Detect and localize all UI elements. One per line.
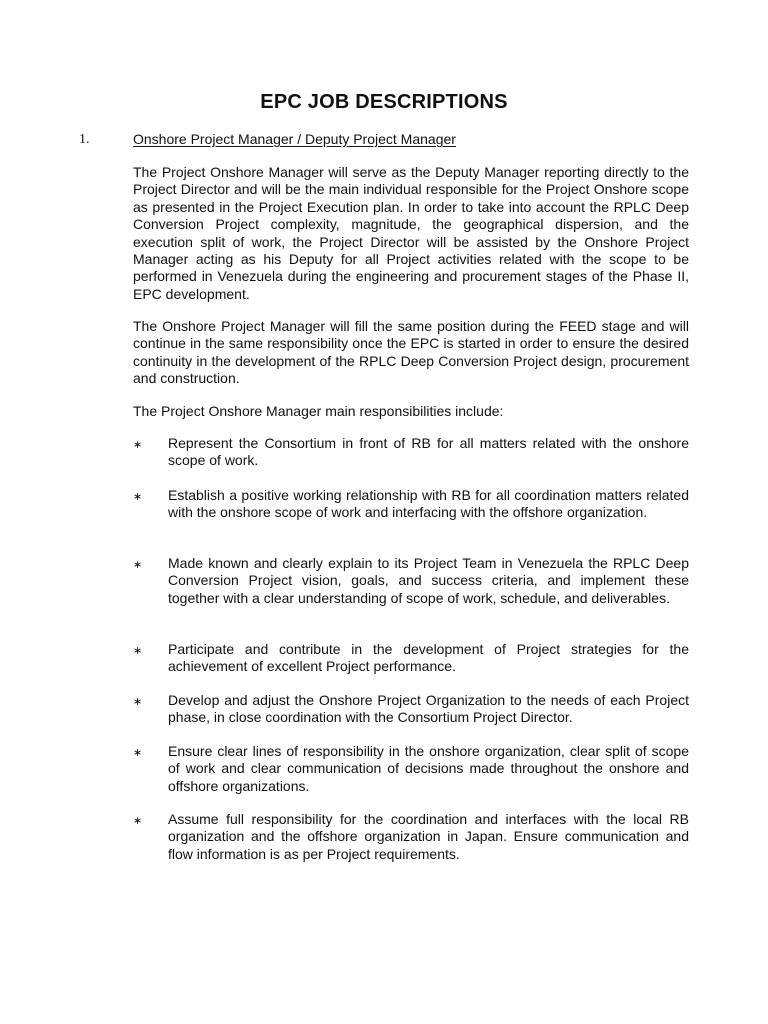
bullet-asterisk-icon: ∗: [133, 695, 143, 708]
bullet-asterisk-icon: ∗: [133, 644, 143, 657]
bullet-asterisk-icon: ∗: [133, 558, 143, 571]
bullet-asterisk-icon: ∗: [133, 438, 143, 451]
section-heading: Onshore Project Manager / Deputy Project Manager: [133, 131, 456, 147]
bullet-text: Made known and clearly explain to its Project Team in Venezuela the RPLC Deep Conversion Project vision, goals, and success criteria, and implement these together with a clear understanding of scope of work, schedule, and deliverables.: [168, 555, 689, 606]
bullet-text: Establish a positive working relationship with RB for all coordination matters related with the onshore scope of work and interfacing with the offshore organization.: [168, 487, 689, 521]
bullet-text: Ensure clear lines of responsibility in the onshore organization, clear split of scope of work and clear communication of decisions made throughout the onshore and offshore organizations.: [168, 743, 689, 794]
bullet-text: Develop and adjust the Onshore Project Organization to the needs of each Project phase, in close coordination with the Consortium Project Director.: [168, 692, 689, 726]
bullet-asterisk-icon: ∗: [133, 490, 143, 503]
paragraph-responsibilities-intro: The Project Onshore Manager main responsibilities include:: [133, 403, 504, 419]
bullet-asterisk-icon: ∗: [133, 814, 143, 827]
bullet-text: Participate and contribute in the development of Project strategies for the achievement of excellent Project performance.: [168, 641, 689, 675]
bullet-text: Represent the Consortium in front of RB for all matters related with the onshore scope of work.: [168, 435, 689, 469]
bullet-text: Assume full responsibility for the coordination and interfaces with the local RB organization and the offshore organization in Japan. Ensure communication and flow information is as per Project requirements.: [168, 811, 689, 862]
bullet-asterisk-icon: ∗: [133, 746, 143, 759]
paragraph-intro: The Project Onshore Manager will serve as the Deputy Manager reporting directly to the Project Director and will be the main individual responsible for the Project Onshore scope as presented in the Project Execution plan. In order to take into account the RPLC Deep Conversion Project complexity, magnitude, the geographical dispersion, and the execution split of work, the Project Director will be assisted by the Onshore Project Manager acting as his Deputy for all Project activities related with the scope to be performed in Venezuela during the engineering and procurement stages of the Phase II, EPC development.: [133, 164, 689, 302]
section-number: 1.: [79, 132, 90, 147]
paragraph-feed-stage: The Onshore Project Manager will fill the same position during the FEED stage and will continue in the same responsibility once the EPC is started in order to ensure the desired continuity in the development of the RPLC Deep Conversion Project design, procurement and construction.: [133, 318, 689, 387]
document-title: EPC JOB DESCRIPTIONS: [260, 91, 508, 113]
